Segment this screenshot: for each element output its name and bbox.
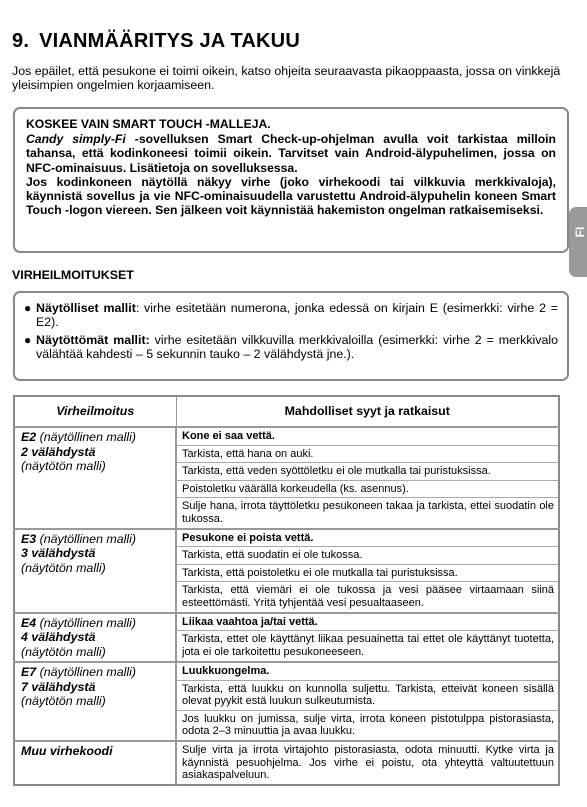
error-code: E7 <box>21 665 37 680</box>
app-name: Candy simply-Fi <box>26 132 126 147</box>
error-code-table <box>13 395 560 786</box>
error-code-cell <box>14 427 176 529</box>
flash-count-note: (näytötön malli) <box>21 694 106 709</box>
mode-description: : virhe esitetään numerona, jonka edessä on kirjain E (esimerkki: virhe 2 = E2). <box>36 301 559 329</box>
solution-step: Sulje virta ja irrota virtajohto pistorasiasta, odota minuutti. Kytke virta ja käynnistä pesuohjelma. Jos virhe ei poistu, ota yhteyttä valtuutettuun asiakaspalveluun. <box>176 741 559 785</box>
mode-text <box>36 333 558 361</box>
mode-text <box>36 301 558 329</box>
error-cause: Pesukone ei poista vettä. <box>176 529 559 547</box>
header-error-code: Virheilmoitus <box>14 396 176 427</box>
flash-count: 7 välähdystä <box>21 679 96 694</box>
header-solutions: Mahdolliset syyt ja ratkaisut <box>176 396 559 427</box>
section-number: 9. <box>12 30 30 52</box>
flash-count: 2 välähdystä <box>21 444 96 459</box>
solution-step: Tarkista, että luukku on kunnolla suljettu. Tarkista, etteivät koneen sisällä olevat pyykit estä luukun sulkeutumista. <box>176 680 559 710</box>
other-error-label: Muu virhekoodi <box>21 744 113 758</box>
mode-description: virhe esitetään vilkkuvilla merkkivaloilla (esimerkki: virhe 2 = merkkivalo välähtää kahdesti – 5 sekunnin tauko – 2 välähdystä jne.). <box>36 333 558 361</box>
table-row <box>14 529 559 547</box>
solution-step: Tarkista, että hana on auki. <box>176 445 559 463</box>
solution-step: Tarkista, että veden syöttöletku ei ole mutkalla tai puristuksissa. <box>176 463 559 481</box>
error-cause: Luukkuongelma. <box>176 662 559 680</box>
bullet-icon: ● <box>24 301 32 315</box>
solution-step: Jos luukku on jumissa, sulje virta, irrota koneen pistotulppa pistorasiasta, odota 2–3 minuuttia ja avaa luukku. <box>176 710 559 741</box>
error-cause: Kone ei saa vettä. <box>176 427 559 445</box>
error-code-note: (näytöllinen malli) <box>36 430 137 444</box>
solution-step: Sulje hana, irrota täyttöletku pesukoneen takaa ja tarkista, ettei suodatin ole tukossa. <box>176 498 559 529</box>
error-code: E2 <box>21 430 37 444</box>
table-row <box>14 427 559 445</box>
smart-touch-notice <box>13 107 569 253</box>
solution-step: Tarkista, että viemäri ei ole tukossa ja vesi pääsee virtaamaan siinä esteettömästi. Yritä tyhjentää vesi pesualtaaseen. <box>176 582 559 613</box>
notice-body-2: Jos kodinkoneen näytöllä näkyy virhe (joko virhekoodi tai vilkkuvia merkkivaloja), käynnistä sovellus ja vie NFC-ominaisuudella varustettu Android-älypuhelin koneen Smart Touch -logon viereen. Sen jälkeen voit käynnistää hakemiston ongelman ratkaisemiseksi. <box>26 174 556 218</box>
table-header-row <box>14 396 559 427</box>
flash-count-note: (näytötön malli) <box>21 560 106 575</box>
error-code: E4 <box>21 615 37 630</box>
bullet-icon: ● <box>24 333 32 347</box>
notice-body-1 <box>26 132 556 175</box>
solution-step: Tarkista, että suodatin ei ole tukossa. <box>176 547 559 565</box>
table-row <box>14 613 559 631</box>
language-tab <box>569 207 587 277</box>
flash-count-note: (näytötön malli) <box>21 644 106 659</box>
error-code-cell <box>14 741 176 785</box>
mode-display-models <box>24 301 558 329</box>
page-title <box>12 30 300 53</box>
mode-label: Näytölliset mallit <box>36 301 136 315</box>
error-code-cell <box>14 529 176 613</box>
flash-count: 3 välähdystä <box>21 546 96 561</box>
error-code-cell <box>14 613 176 663</box>
intro-paragraph: Jos epäilet, että pesukone ei toimi oikein, katso ohjeita seuraavasta pikaoppaasta, jossa on vinkkejä yleisimpien ongelmien korjaamiseen. <box>12 64 561 92</box>
solution-step: Tarkista, ettet ole käyttänyt liikaa pesuainetta tai ettet ole käyttänyt tuotetta, jota ei ole tarkoitettu pesukoneeseen. <box>176 631 559 662</box>
error-code-note: (näytöllinen malli) <box>36 615 137 630</box>
solution-step: Poistoletku väärällä korkeudella (ks. asennus). <box>176 480 559 498</box>
flash-count: 4 välähdystä <box>21 630 96 645</box>
mode-no-display-models <box>24 333 558 361</box>
error-cause: Liikaa vaahtoa ja/tai vettä. <box>176 613 559 631</box>
display-modes-box <box>13 291 569 381</box>
error-code: E3 <box>21 531 37 546</box>
flash-count-note: (näytötön malli) <box>21 459 106 473</box>
errors-heading: VIRHEILMOITUKSET <box>12 268 134 282</box>
error-code-note: (näytöllinen malli) <box>36 531 137 546</box>
table-body <box>14 427 559 785</box>
language-tab-label: FI <box>573 226 587 238</box>
table-row <box>14 662 559 680</box>
mode-label: Näytöttömät mallit: <box>36 333 150 347</box>
notice-body-1-text: -sovelluksen Smart Check-up-ohjelman avulla voit tarkistaa milloin tahansa, että kodinkoneesi toimii oikein. Tarvitset vain Android-älypuhelimen, jossa on NFC-ominaisuus. Lisätietoja on sovelluksessa. <box>26 132 556 175</box>
error-code-cell <box>14 662 176 741</box>
notice-heading: KOSKEE VAIN SMART TOUCH -MALLEJA. <box>26 117 271 131</box>
section-title: VIANMÄÄRITYS JA TAKUU <box>39 30 300 52</box>
solution-step: Tarkista, että poistoletku ei ole mutkalla tai puristuksissa. <box>176 564 559 582</box>
error-code-note: (näytöllinen malli) <box>36 665 137 680</box>
table-row <box>14 741 559 785</box>
